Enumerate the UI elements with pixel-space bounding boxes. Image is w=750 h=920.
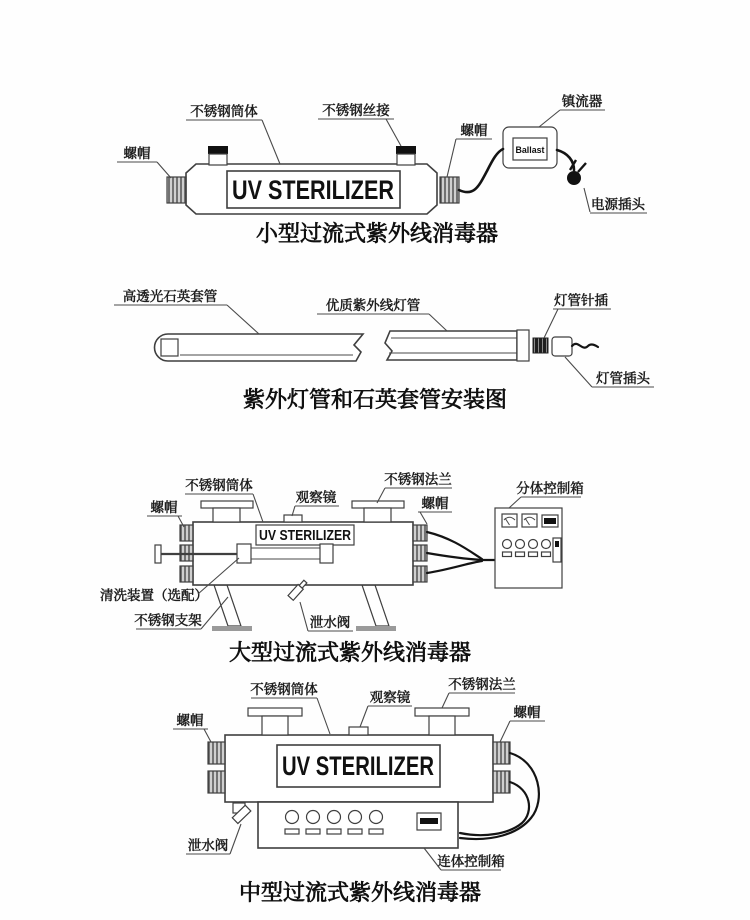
nut-left-2 [208,771,225,793]
leg-foot-left [212,626,252,631]
sight-glass-port [284,515,302,522]
flange-label: 不锈钢法兰 [384,472,452,487]
annotation-wire-joint [318,102,401,146]
panel-display [417,813,441,830]
top-port-left [208,146,228,165]
panel-switch [553,538,561,562]
control-box-label: 分体控制箱 [516,481,584,496]
annotation-nut-left [173,712,211,742]
lamp-pin-label: 灯管针插 [554,293,608,308]
flange-left [248,708,302,735]
leg-foot-right [356,626,396,631]
annotation-nut-left [147,499,184,527]
nut-right-label: 螺帽 [513,705,541,720]
nut-left-3 [180,566,193,582]
wire-joint-label: 不锈钢丝接 [322,103,390,118]
cable-nut-to-ballast [459,149,503,192]
shell-label: 不锈钢筒体 [185,478,253,493]
annotation-nut-right [447,122,492,177]
support-leg-right [362,585,389,626]
diagram-title-lamp: 紫外灯管和石英套管安装图 [242,387,508,412]
annotation-control-box [424,848,505,870]
nut-right-2 [413,545,427,561]
annotation-power-plug [584,188,647,213]
annotation-drain-valve [300,602,353,631]
plug-wire [572,344,598,348]
flange-left [201,501,253,522]
integrated-control-box [258,802,458,848]
uv-lamp-tube [385,331,517,360]
sight-glass-label: 观察镜 [369,690,411,705]
panel-display [542,515,558,527]
annotation-lamp-pin [544,292,611,338]
shell-label: 不锈钢筒体 [250,682,318,697]
nut-left-1 [208,742,225,764]
split-control-box [495,508,562,588]
drain-valve-icon [232,803,251,824]
device-name-text: UV STERILIZER [232,175,394,205]
nut-left-label: 螺帽 [176,713,204,728]
diagram-title-large: 大型过流式紫外线消毒器 [228,640,472,665]
nut-right-1 [413,525,427,541]
annotation-flange [442,676,516,708]
medium-sterilizer-diagram [173,676,545,905]
flange-right [352,501,404,522]
lamp-pin-icon [533,338,548,353]
ballast-label: 镇流器 [561,94,603,109]
device-name-text: UV STERILIZER [282,751,434,781]
nut-left [167,177,186,203]
nut-right-1 [493,742,510,764]
flange-right [415,708,469,735]
power-plug-icon [567,160,586,185]
annotation-uv-tube [317,297,447,331]
quartz-sleeve [155,334,364,361]
power-plug-label: 电源插头 [591,197,645,212]
sight-glass-port [349,727,368,735]
annotation-nut-right [500,704,545,742]
drain-valve-label: 泄水阀 [187,838,229,853]
support-leg-left [214,585,241,626]
sight-glass-label: 观察镜 [295,490,337,505]
nut-right-2 [493,771,510,793]
lamp-plug-label: 灯管插头 [596,371,650,386]
panel-meter-2 [522,514,537,527]
annotation-sight-glass [360,689,412,727]
annotation-sight-glass [292,489,339,516]
annotation-nut-left [117,145,171,178]
control-box-label: 连体控制箱 [437,854,505,869]
large-sterilizer-diagram [100,471,584,665]
diagram-title-small: 小型过流式紫外线消毒器 [255,221,499,246]
nut-right-label: 螺帽 [421,496,449,511]
quartz-label: 高透光石英套管 [122,289,218,304]
lamp-end-cap [517,330,529,361]
top-port-right [396,146,416,165]
annotation-nut-right [418,495,452,524]
flange-label: 不锈钢法兰 [448,677,516,692]
nut-left-label: 螺帽 [123,146,151,161]
lamp-sleeve-diagram [114,288,654,412]
panel-meter-1 [502,514,517,527]
lamp-plug-icon [552,337,572,356]
diagram-title-medium: 中型过流式紫外线消毒器 [238,880,482,905]
nut-left-label: 螺帽 [150,500,178,515]
uv-tube-label: 优质紫外线灯管 [325,298,421,313]
annotation-shell [186,103,280,164]
device-name-text: UV STERILIZER [259,527,352,544]
nut-right-label: 螺帽 [460,123,488,138]
sleeve-end-block [161,339,178,356]
nut-right-3 [413,566,427,582]
ballast-text: Ballast [515,145,546,156]
shell-label: 不锈钢筒体 [190,104,258,119]
cleaner-label: 清洗装置（选配） [100,588,208,603]
annotation-control-box [509,480,584,508]
annotation-lamp-plug [565,357,654,387]
bracket-label: 不锈钢支架 [134,613,202,628]
drain-valve-label: 泄水阀 [309,615,351,630]
annotation-quartz [114,288,259,334]
small-sterilizer-diagram [117,93,647,246]
annotation-ballast [539,93,605,127]
nut-right [440,177,459,203]
cable-bottom [427,561,482,573]
annotation-drain-valve [186,824,241,854]
nut-left-1 [180,525,193,541]
